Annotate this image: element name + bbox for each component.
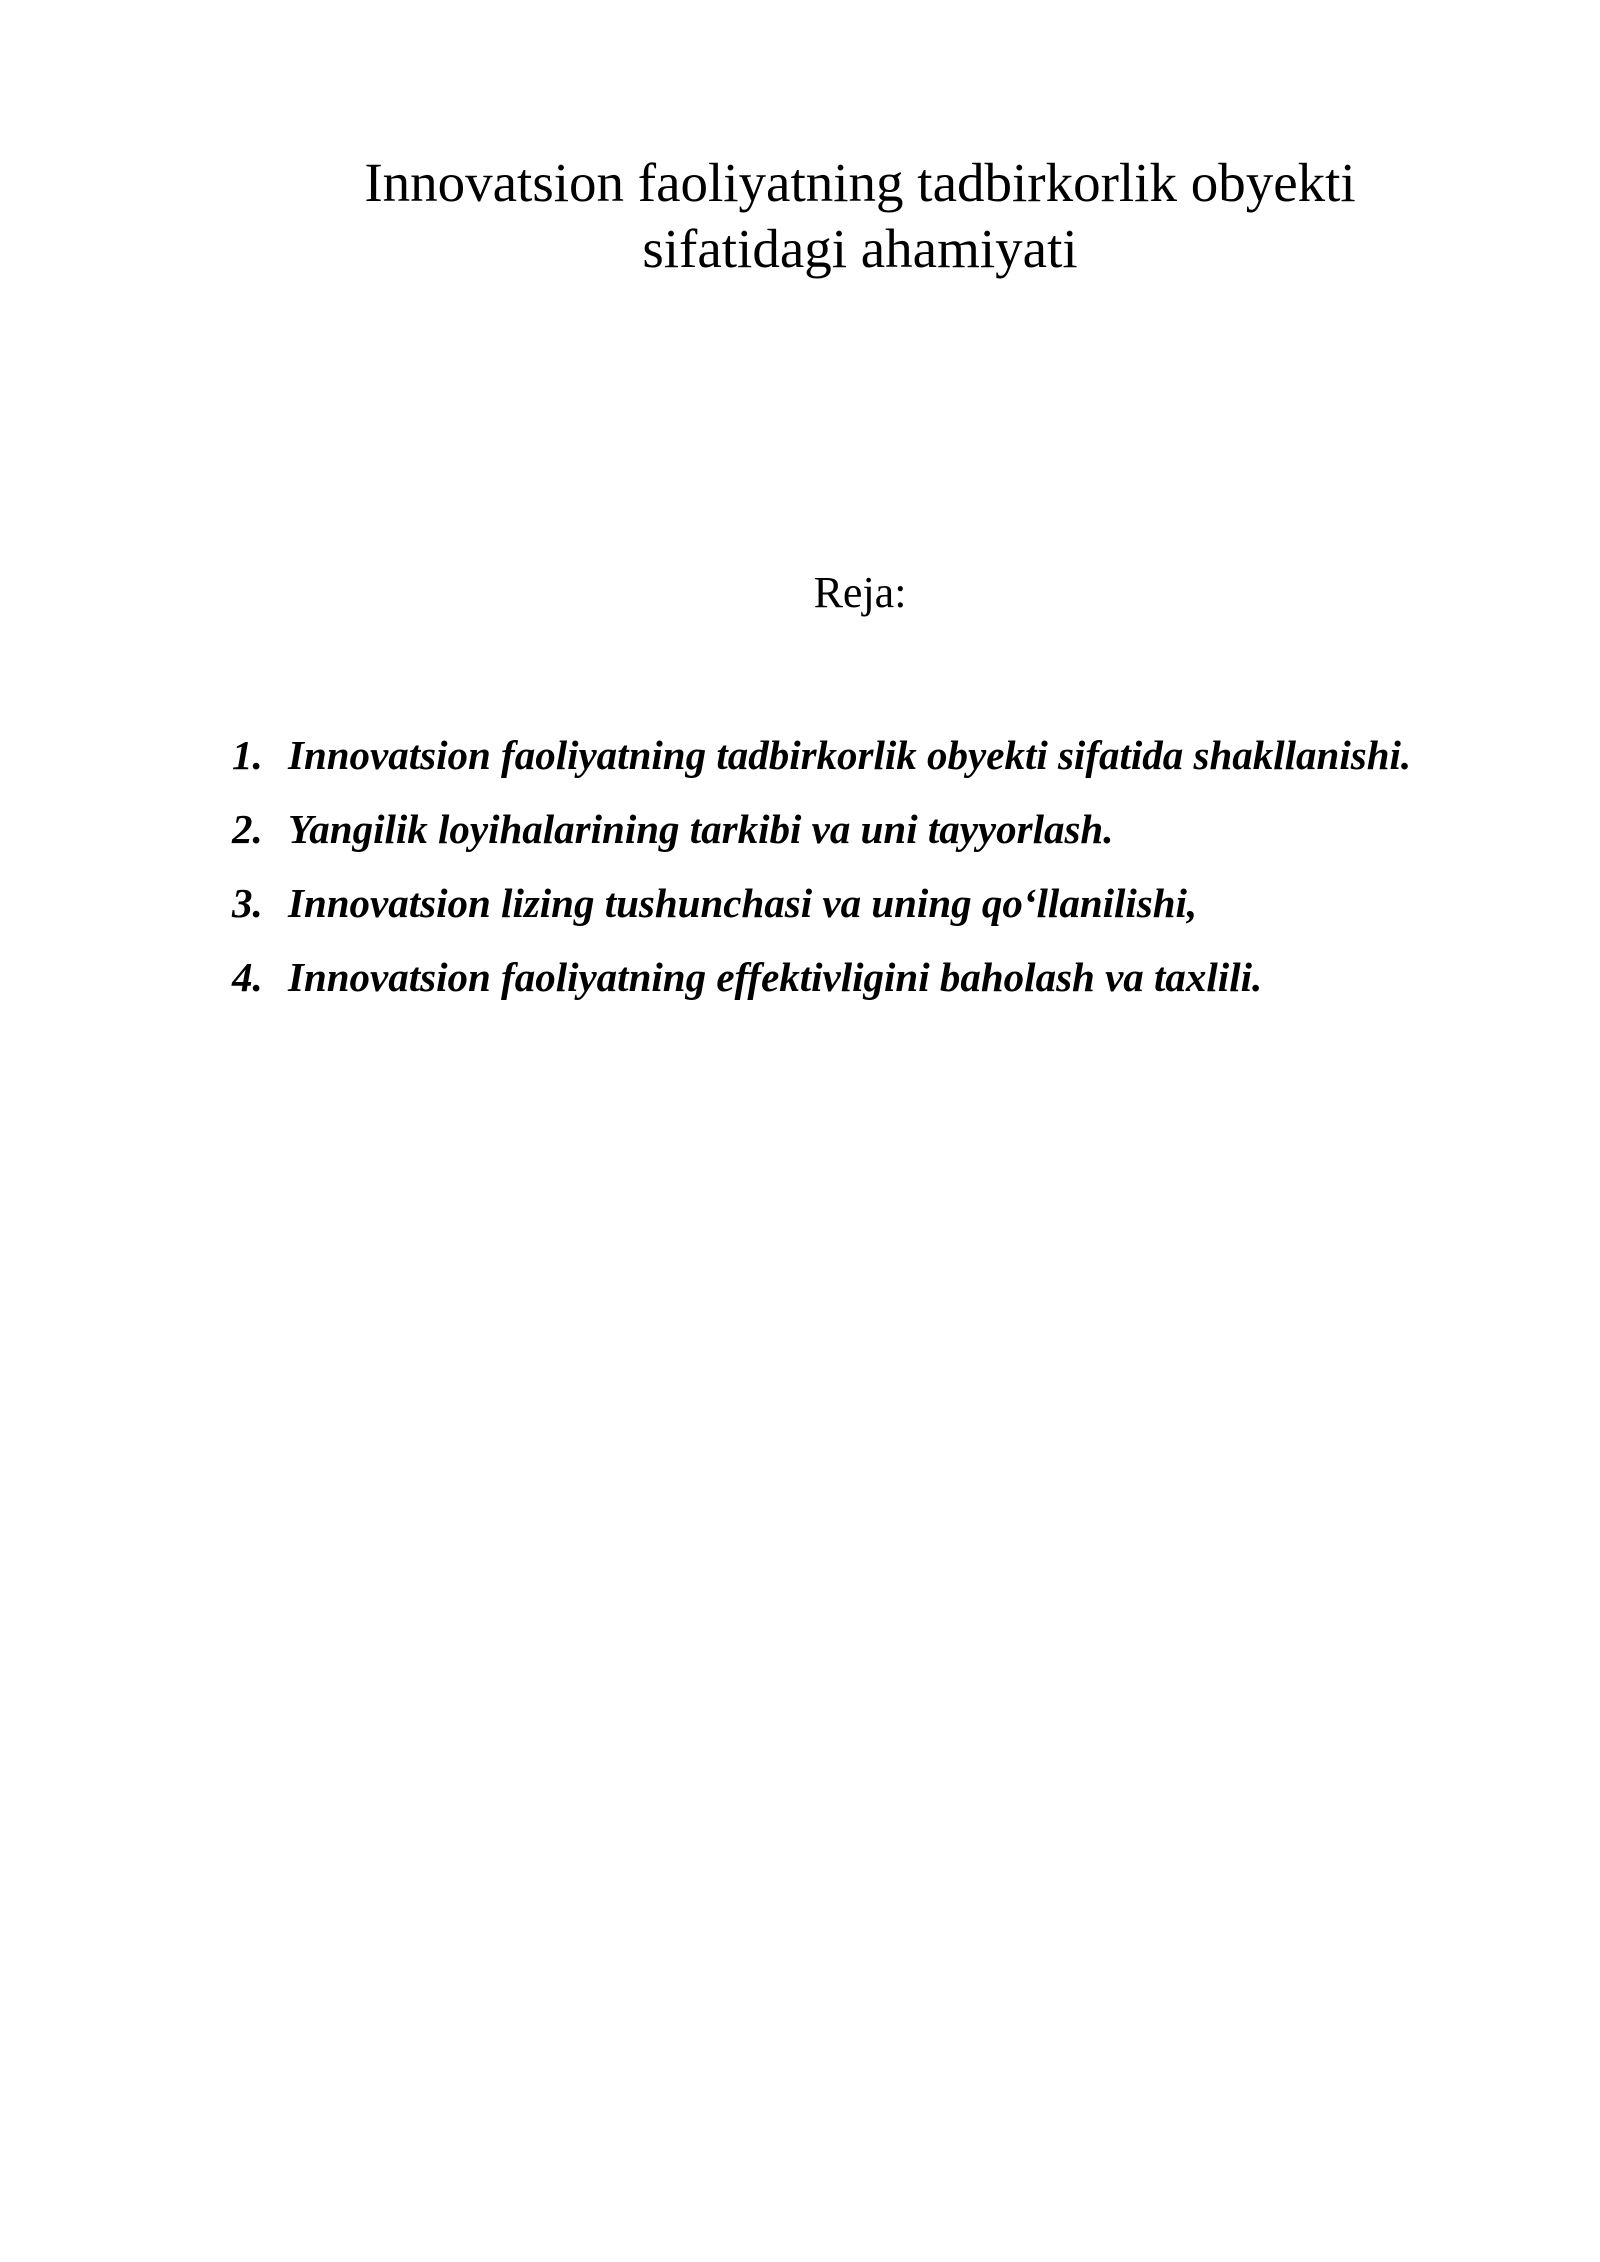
document-title bbox=[260, 150, 1460, 282]
plan-item-3 bbox=[232, 873, 1532, 947]
plan-item-text: Innovatsion lizing tushunchasi va uning qo‘llanilishi, bbox=[288, 880, 1198, 926]
plan-list bbox=[232, 725, 1532, 1021]
plan-item-text: Innovatsion faoliyatning tadbirkorlik obyekti sifatida shakllanishi. bbox=[288, 732, 1412, 778]
plan-heading: Reja: bbox=[813, 568, 907, 617]
title-line-1: Innovatsion faoliyatning tadbirkorlik obyekti bbox=[364, 152, 1356, 213]
plan-item-number: 2. bbox=[232, 806, 263, 852]
plan-item-number: 4. bbox=[232, 954, 263, 1000]
plan-item-text: Yangilik loyihalarining tarkibi va uni tayyorlash. bbox=[288, 806, 1114, 852]
plan-item-number: 3. bbox=[232, 880, 263, 926]
plan-item-number: 1. bbox=[232, 732, 263, 778]
title-line-2: sifatidagi ahamiyati bbox=[642, 218, 1078, 279]
plan-item-text: Innovatsion faoliyatning effektivligini baholash va taxlili. bbox=[288, 954, 1263, 1000]
plan-item-1 bbox=[232, 725, 1532, 799]
plan-item-2 bbox=[232, 799, 1532, 873]
plan-item-4 bbox=[232, 947, 1532, 1021]
